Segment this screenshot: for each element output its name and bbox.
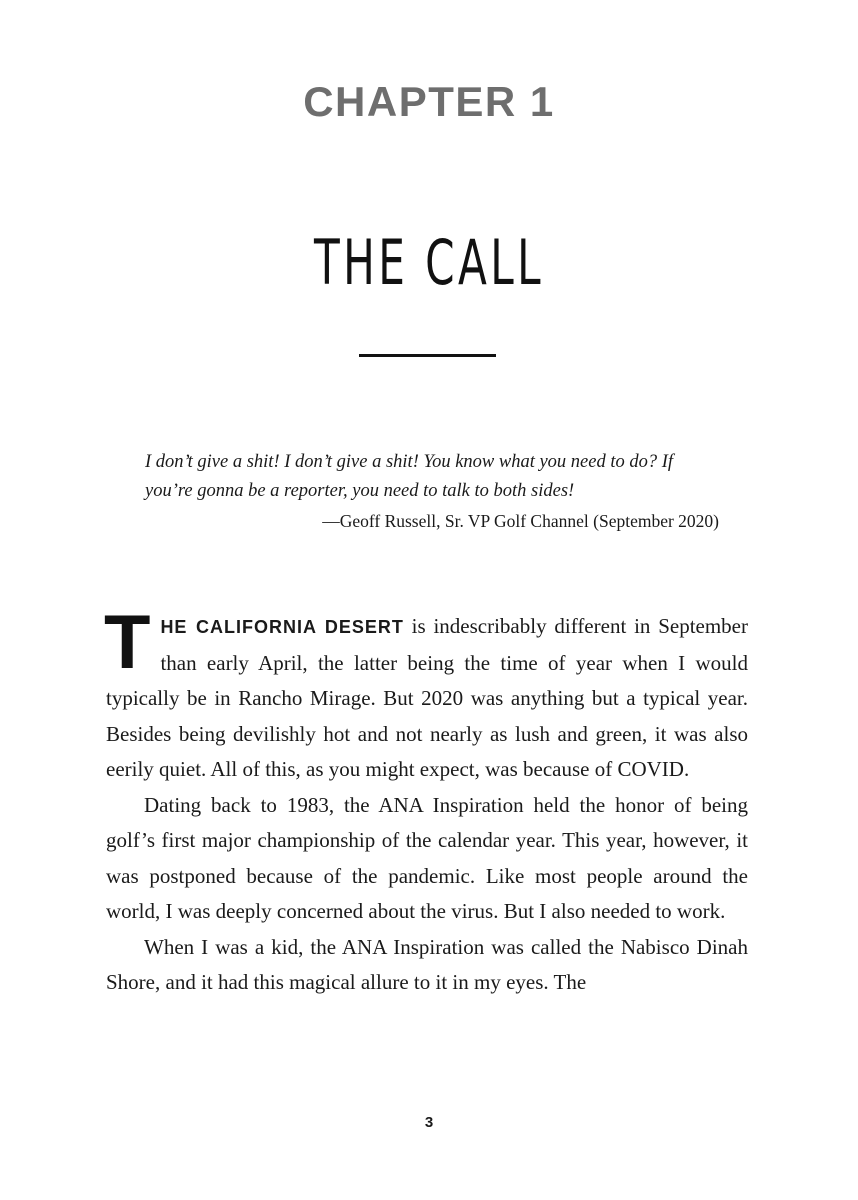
page-number: 3 bbox=[424, 1114, 434, 1131]
lead-in: HE CALIFORNIA DESERT bbox=[160, 617, 404, 637]
body-text bbox=[104, 600, 748, 1001]
drop-cap: T bbox=[104, 600, 151, 685]
chapter-label: CHAPTER 1 bbox=[303, 78, 555, 125]
epigraph-quote: I don’t give a shit! I don’t give a shit! You know what you need to do? If you’re gonna be a reporter, you need to talk to both sides! bbox=[145, 452, 674, 501]
paragraph-3: When I was a kid, the ANA Inspiration was called the Nabisco Dinah Shore, and it had this magical allure to it in my eyes. The bbox=[106, 934, 748, 994]
paragraph-1-text: is indescribably different in September than early April, the latter being the time of year when I would typically be in Rancho Mirage. But 2020 was anything but a typical year. Besides being devilishly hot and not nearly as lush and green, it was also eerily quiet. All of this, as you might expect, was because of COVID. bbox=[106, 614, 748, 781]
title-divider bbox=[359, 354, 496, 357]
epigraph-attribution: —Geoff Russell, Sr. VP Golf Channel (September 2020) bbox=[322, 511, 719, 531]
chapter-title: THE CALL bbox=[314, 226, 544, 299]
paragraph-1 bbox=[104, 600, 748, 788]
epigraph bbox=[145, 448, 725, 534]
paragraph-2: Dating back to 1983, the ANA Inspiration held the honor of being golf’s first major championship of the calendar year. This year, however, it was postponed because of the pandemic. Like most people around the world, I was deeply concerned about the virus. But I also needed to work. bbox=[106, 792, 748, 923]
